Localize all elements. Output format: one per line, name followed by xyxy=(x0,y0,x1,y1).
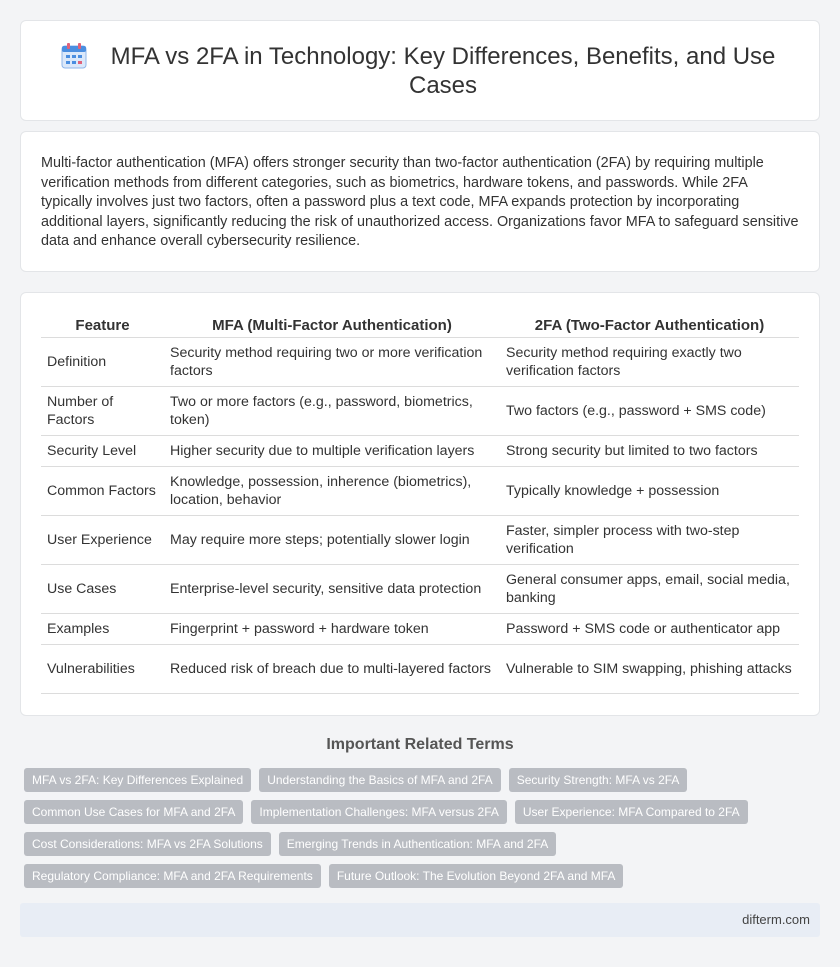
table-cell-2fa: Password + SMS code or authenticator app xyxy=(500,613,799,644)
table-row xyxy=(41,564,799,613)
calendar-grid-icon xyxy=(61,43,87,69)
intro-paragraph: Multi-factor authentication (MFA) offers stronger security than two-factor authentication (2FA) by requiring multiple verification methods from different categories, such as biometrics, hardware tokens, and passwords. While 2FA typically involves just two factors, often a password plus a text code, MFA expands protection by incorporating additional layers, significantly reducing the risk of unauthorized access. Organizations favor MFA to safeguard sensitive data and enhance overall cybersecurity resilience. xyxy=(41,155,799,250)
comparison-table-card xyxy=(20,292,820,716)
table-cell-mfa: Higher security due to multiple verification layers xyxy=(164,435,500,466)
table-header-row xyxy=(41,313,799,337)
table-cell-mfa: Two or more factors (e.g., password, biometrics, token) xyxy=(164,386,500,435)
related-term-tag[interactable]: Security Strength: MFA vs 2FA xyxy=(509,768,688,792)
table-cell-feature: Examples xyxy=(41,613,164,644)
table-cell-feature: Vulnerabilities xyxy=(41,644,164,693)
table-cell-2fa: Vulnerable to SIM swapping, phishing attacks xyxy=(500,644,799,693)
related-term-tag[interactable]: User Experience: MFA Compared to 2FA xyxy=(515,800,748,824)
table-cell-feature: Common Factors xyxy=(41,466,164,515)
related-term-tag[interactable]: Understanding the Basics of MFA and 2FA xyxy=(259,768,500,792)
table-cell-mfa: Security method requiring two or more verification factors xyxy=(164,337,500,386)
table-row xyxy=(41,613,799,644)
table-cell-2fa: Strong security but limited to two factors xyxy=(500,435,799,466)
related-term-tag[interactable]: Common Use Cases for MFA and 2FA xyxy=(24,800,243,824)
table-row xyxy=(41,515,799,564)
related-term-tag[interactable]: Cost Considerations: MFA vs 2FA Solutions xyxy=(24,832,271,856)
related-terms-title: Important Related Terms xyxy=(326,736,514,753)
table-row xyxy=(41,435,799,466)
footer xyxy=(20,903,820,937)
header-card xyxy=(20,20,820,121)
table-cell-2fa: Two factors (e.g., password + SMS code) xyxy=(500,386,799,435)
table-row xyxy=(41,644,799,693)
table-row xyxy=(41,337,799,386)
table-cell-feature: User Experience xyxy=(41,515,164,564)
intro-card xyxy=(20,131,820,272)
table-cell-2fa: Security method requiring exactly two verification factors xyxy=(500,337,799,386)
related-term-tag[interactable]: Future Outlook: The Evolution Beyond 2FA and MFA xyxy=(329,864,624,888)
related-terms-list xyxy=(24,768,824,896)
table-cell-feature: Security Level xyxy=(41,435,164,466)
header-2fa: 2FA (Two-Factor Authentication) xyxy=(500,313,799,337)
footer-site-link[interactable]: difterm.com xyxy=(742,912,810,927)
table-cell-2fa: Faster, simpler process with two-step verification xyxy=(500,515,799,564)
table-cell-feature: Use Cases xyxy=(41,564,164,613)
table-cell-feature: Number of Factors xyxy=(41,386,164,435)
table-row xyxy=(41,466,799,515)
related-term-tag[interactable]: Implementation Challenges: MFA versus 2FA xyxy=(251,800,506,824)
table-cell-mfa: Fingerprint + password + hardware token xyxy=(164,613,500,644)
comparison-table xyxy=(41,313,799,694)
page-title: MFA vs 2FA in Technology: Key Differences, Benefits, and Use Cases xyxy=(110,42,776,99)
related-term-tag[interactable]: Regulatory Compliance: MFA and 2FA Requirements xyxy=(24,864,321,888)
header-mfa: MFA (Multi-Factor Authentication) xyxy=(164,313,500,337)
table-cell-2fa: Typically knowledge + possession xyxy=(500,466,799,515)
table-cell-mfa: Knowledge, possession, inherence (biometrics), location, behavior xyxy=(164,466,500,515)
table-row xyxy=(41,386,799,435)
table-cell-2fa: General consumer apps, email, social media, banking xyxy=(500,564,799,613)
table-cell-feature: Definition xyxy=(41,337,164,386)
header-feature: Feature xyxy=(41,313,164,337)
related-term-tag[interactable]: Emerging Trends in Authentication: MFA and 2FA xyxy=(279,832,557,856)
table-cell-mfa: May require more steps; potentially slower login xyxy=(164,515,500,564)
related-term-tag[interactable]: MFA vs 2FA: Key Differences Explained xyxy=(24,768,251,792)
table-cell-mfa: Enterprise-level security, sensitive data protection xyxy=(164,564,500,613)
table-cell-mfa: Reduced risk of breach due to multi-layered factors xyxy=(164,644,500,693)
